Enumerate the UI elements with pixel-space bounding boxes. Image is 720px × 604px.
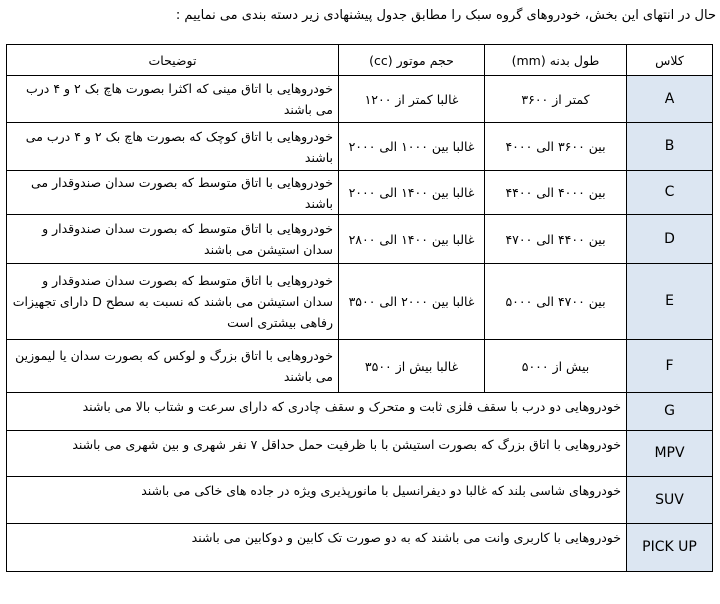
header-class: کلاس	[627, 45, 713, 76]
description-cell: خودروهایی دو درب با سقف فلزی ثابت و متحرک و سقف چادری که دارای سرعت و شتاب بالا می باشند	[7, 393, 627, 431]
engine-cell: غالبا بین ۱۴۰۰ الی ۲۰۰۰	[339, 171, 485, 215]
class-cell: G	[627, 393, 713, 431]
table-row	[7, 215, 713, 264]
class-cell: C	[627, 171, 713, 215]
length-cell: بین ۴۷۰۰ الی ۵۰۰۰	[485, 264, 627, 340]
length-cell: بین ۴۰۰۰ الی ۴۴۰۰	[485, 171, 627, 215]
class-cell: MPV	[627, 431, 713, 477]
length-cell: بیش از ۵۰۰۰	[485, 340, 627, 393]
engine-cell: غالبا بین ۱۴۰۰ الی ۲۸۰۰	[339, 215, 485, 264]
description-cell: خودروهایی با اتاق کوچک که بصورت هاچ بک ۲ و ۴ درب می باشند	[7, 123, 339, 171]
class-cell: D	[627, 215, 713, 264]
engine-cell: غالبا بیش از ۳۵۰۰	[339, 340, 485, 393]
description-cell: خودروهایی با کاربری وانت می باشند که به دو صورت تک کابین و دوکابین می باشند	[7, 524, 627, 572]
description-cell: خودروهایی با اتاق متوسط که بصورت سدان صندوقدار می باشند	[7, 171, 339, 215]
table-row	[7, 477, 713, 524]
header-engine: حجم موتور (cc)	[339, 45, 485, 76]
header-length: طول بدنه (mm)	[485, 45, 627, 76]
table-row	[7, 431, 713, 477]
header-row	[7, 45, 713, 76]
engine-cell: غالبا بین ۲۰۰۰ الی ۳۵۰۰	[339, 264, 485, 340]
table-row	[7, 264, 713, 340]
class-cell: F	[627, 340, 713, 393]
vehicle-class-table	[6, 44, 713, 572]
description-cell: خودروهایی با اتاق متوسط که بصورت سدان صندوقدار و سدان استیشن می باشند که نسبت به سطح D دارای تجهیزات رفاهی بیشتری است	[7, 264, 339, 340]
length-cell: بین ۴۴۰۰ الی ۴۷۰۰	[485, 215, 627, 264]
class-cell: E	[627, 264, 713, 340]
description-cell: خودروهایی با اتاق بزرگ و لوکس که بصورت سدان یا لیموزین می باشند	[7, 340, 339, 393]
engine-cell: غالبا بین ۱۰۰۰ الی ۲۰۰۰	[339, 123, 485, 171]
class-cell: SUV	[627, 477, 713, 524]
length-cell: کمتر از ۳۶۰۰	[485, 76, 627, 123]
description-cell: خودروهایی با اتاق مینی که اکثرا بصورت هاچ بک ۲ و ۴ درب می باشند	[7, 76, 339, 123]
description-cell: خودروهایی با اتاق بزرگ که بصورت استیشن با با ظرفیت حمل حداقل ۷ نفر شهری و بین شهری می باشند	[7, 431, 627, 477]
header-description: توضیحات	[7, 45, 339, 76]
class-cell: A	[627, 76, 713, 123]
engine-cell: غالبا کمتر از ۱۲۰۰	[339, 76, 485, 123]
class-cell: PICK UP	[627, 524, 713, 572]
table-row	[7, 76, 713, 123]
table-row	[7, 393, 713, 431]
class-cell: B	[627, 123, 713, 171]
description-cell: خودروهای شاسی بلند که غالبا دو دیفرانسیل با مانورپذیری ویژه در جاده های خاکی می باشند	[7, 477, 627, 524]
table-row	[7, 171, 713, 215]
table-row	[7, 340, 713, 393]
table-row	[7, 123, 713, 171]
length-cell: بین ۳۶۰۰ الی ۴۰۰۰	[485, 123, 627, 171]
table-row	[7, 524, 713, 572]
intro-text: حال در انتهای این بخش، خودروهای گروه سبک را مطابق جدول پیشنهادی زیر دسته بندی می نماییم :	[175, 8, 716, 23]
description-cell: خودروهایی با اتاق متوسط که بصورت سدان صندوقدار و سدان استیشن می باشند	[7, 215, 339, 264]
